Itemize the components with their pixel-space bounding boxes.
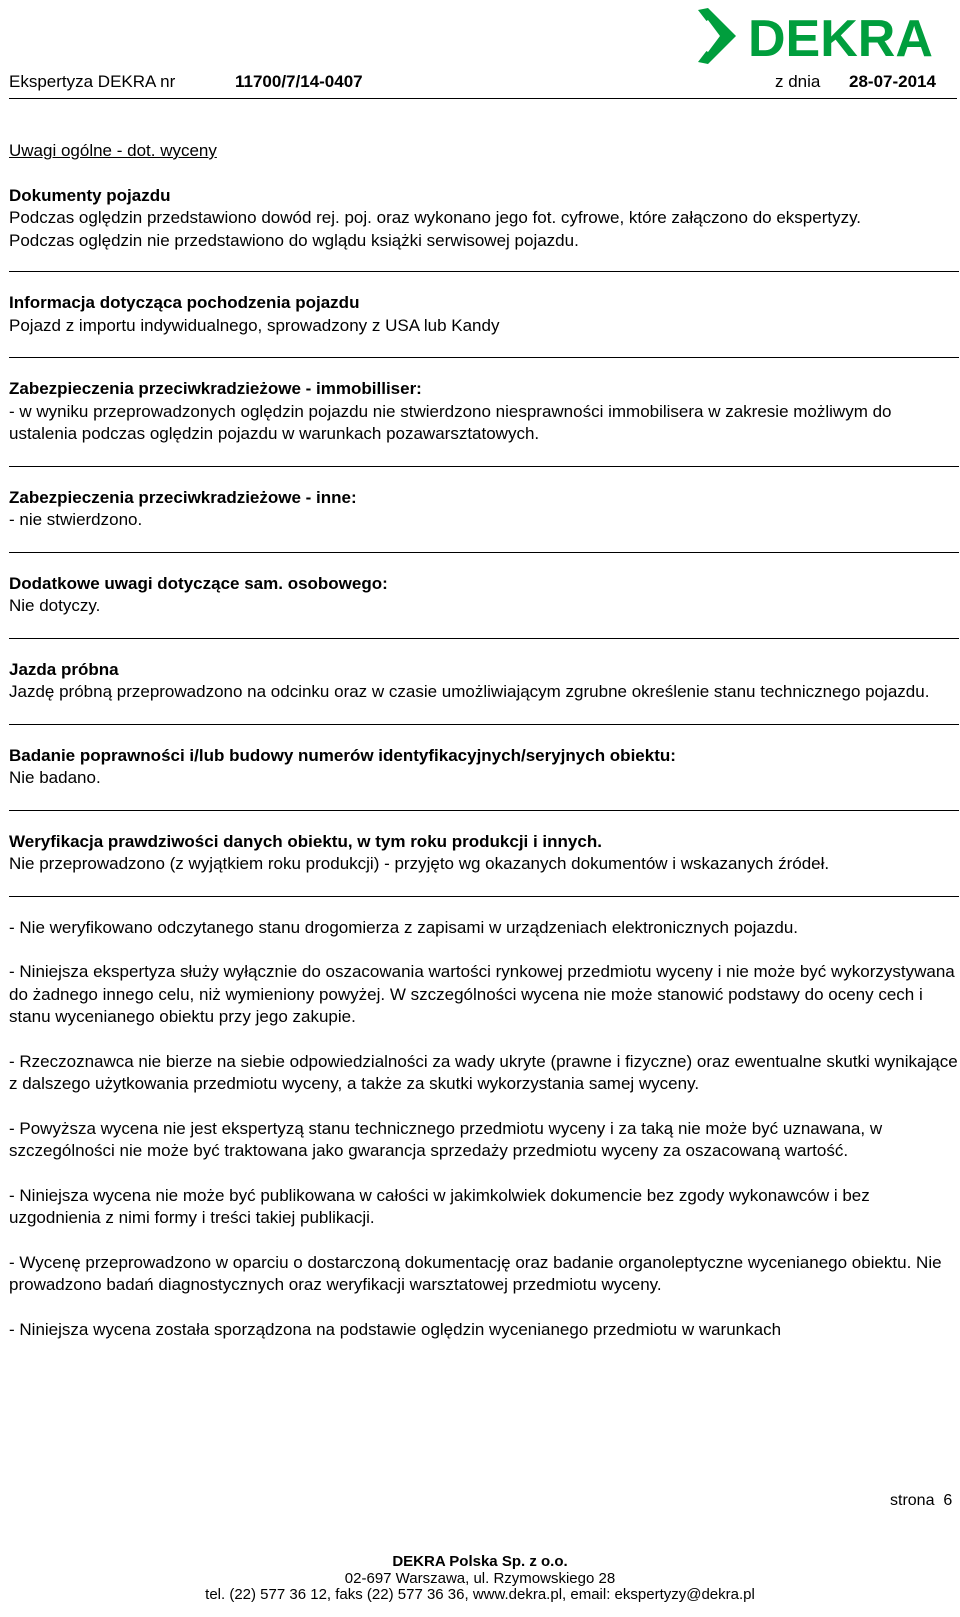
document-footer	[0, 1554, 960, 1604]
section-title: Jazda próbna	[9, 659, 119, 679]
date-label: z dnia	[775, 72, 821, 91]
footer-contact: tel. (22) 577 36 12, faks (22) 577 36 36, www.dekra.pl, email: ekspertyzy@dekra.pl	[205, 1586, 755, 1603]
section-title: Informacja dotycząca pochodzenia pojazdu	[9, 293, 360, 312]
section-title: Weryfikacja prawdziwości danych obiektu, w tym roku produkcji i innych.	[9, 831, 602, 851]
section-title: Zabezpieczenia przeciwkradzieżowe - inne:	[9, 487, 357, 507]
section-additional-remarks	[9, 553, 959, 638]
page-value: 6	[943, 1492, 953, 1509]
section-text: Podczas oględzin przedstawiono dowód rej. poj. oraz wykonano jego fot. cyfrowe, które załączono do ekspertyzy.	[9, 208, 862, 227]
disclaimer-notes	[9, 897, 959, 1342]
note-item: - Niniejsza wycena nie może być publikowana w całości w jakimkolwiek dokumencie bez zgody wykonawców i bez uzgodnienia z nimi formy i treści takiej publikacji.	[9, 1185, 870, 1227]
logo-text: DEKRA	[748, 10, 933, 68]
note-item: - Wycenę przeprowadzono w oparciu o dostarczoną dokumentację oraz badanie organoleptyczne wycenianego obiektu. Nie prowadzono badań diagnostycznych oraz weryfikacji warsztatowej przedmiotu wyceny.	[9, 1252, 942, 1294]
section-vehicle-documents	[9, 185, 959, 253]
section-text: Jazdę próbną przeprowadzono na odcinku oraz w czasie umożliwiającym zgrubne określenie stanu technicznego pojazdu.	[9, 682, 930, 701]
page-label: strona	[890, 1492, 935, 1509]
section-text: - w wyniku przeprowadzonych oględzin pojazdu nie stwierdzono niesprawności immobilisera w zakresie możliwym do ustalenia podczas oględzin pojazdu w warunkach pozawarsztatowych.	[9, 401, 892, 443]
note-item: - Niniejsza wycena została sporządzona na podstawie oględzin wycenianego przedmiotu w warunkach	[9, 1319, 782, 1339]
section-immobiliser	[9, 358, 959, 466]
section-text: - nie stwierdzono.	[9, 510, 143, 529]
section-title: Zabezpieczenia przeciwkradzieżowe - immobilliser:	[9, 379, 422, 398]
footer-company: DEKRA Polska Sp. z o.o.	[392, 1553, 568, 1570]
section-title: Dokumenty pojazdu	[9, 185, 171, 205]
section-text: Podczas oględzin nie przedstawiono do wglądu książki serwisowej pojazdu.	[9, 230, 579, 250]
note-item: - Nie weryfikowano odczytanego stanu drogomierza z zapisami w urządzeniach elektronicznych pojazdu.	[9, 917, 799, 937]
section-test-drive	[9, 639, 959, 724]
section-data-verification	[9, 811, 959, 896]
section-id-numbers	[9, 725, 959, 810]
expertise-label: Ekspertyza DEKRA nr	[9, 72, 176, 91]
document-body	[9, 140, 959, 1341]
page-number	[890, 1492, 952, 1510]
section-text: Nie przeprowadzono (z wyjątkiem roku produkcji) - przyjęto wg okazanych dokumentów i wskazanych źródeł.	[9, 854, 830, 873]
section-title: Dodatkowe uwagi dotyczące sam. osobowego:	[9, 573, 388, 593]
note-item: - Powyższa wycena nie jest ekspertyzą stanu technicznego przedmiotu wyceny i za taką nie może być uznawana, w szczególności nie może być traktowana jako gwarancja sprzedaży przedmiotu wyceny za oszacowaną wartość.	[9, 1118, 883, 1160]
section-title: Badanie poprawności i/lub budowy numerów identyfikacyjnych/seryjnych obiektu:	[9, 745, 676, 765]
section-text: Nie dotyczy.	[9, 596, 101, 615]
expertise-date: 28-07-2014	[849, 72, 936, 91]
section-text: Nie badano.	[9, 768, 101, 787]
expertise-number: 11700/7/14-0407	[235, 72, 363, 91]
section-other-security	[9, 467, 959, 552]
note-item: - Rzeczoznawca nie bierze na siebie odpowiedzialności za wady ukryte (prawne i fizyczne) oraz ewentualne skutki wynikające z dalszego użytkowania przedmiotu wyceny, a także za skutki wykorzystania samej wyceny.	[9, 1051, 958, 1093]
general-remarks-heading: Uwagi ogólne - dot. wyceny	[9, 141, 217, 160]
document-header	[9, 68, 957, 99]
footer-address: 02-697 Warszawa, ul. Rzymowskiego 28	[344, 1569, 616, 1587]
section-vehicle-origin	[9, 272, 959, 357]
section-text: Pojazd z importu indywidualnego, sprowadzony z USA lub Kandy	[9, 315, 500, 335]
note-item: - Niniejsza ekspertyza służy wyłącznie do oszacowania wartości rynkowej przedmiotu wyceny i nie może być wykorzystywana do żadnego innego celu, niż wymieniony powyżej. W szczególności wycena nie może stanowić podstawy do oceny cech i stanu wycenianego obiektu przy jego zakupie.	[9, 962, 955, 1026]
